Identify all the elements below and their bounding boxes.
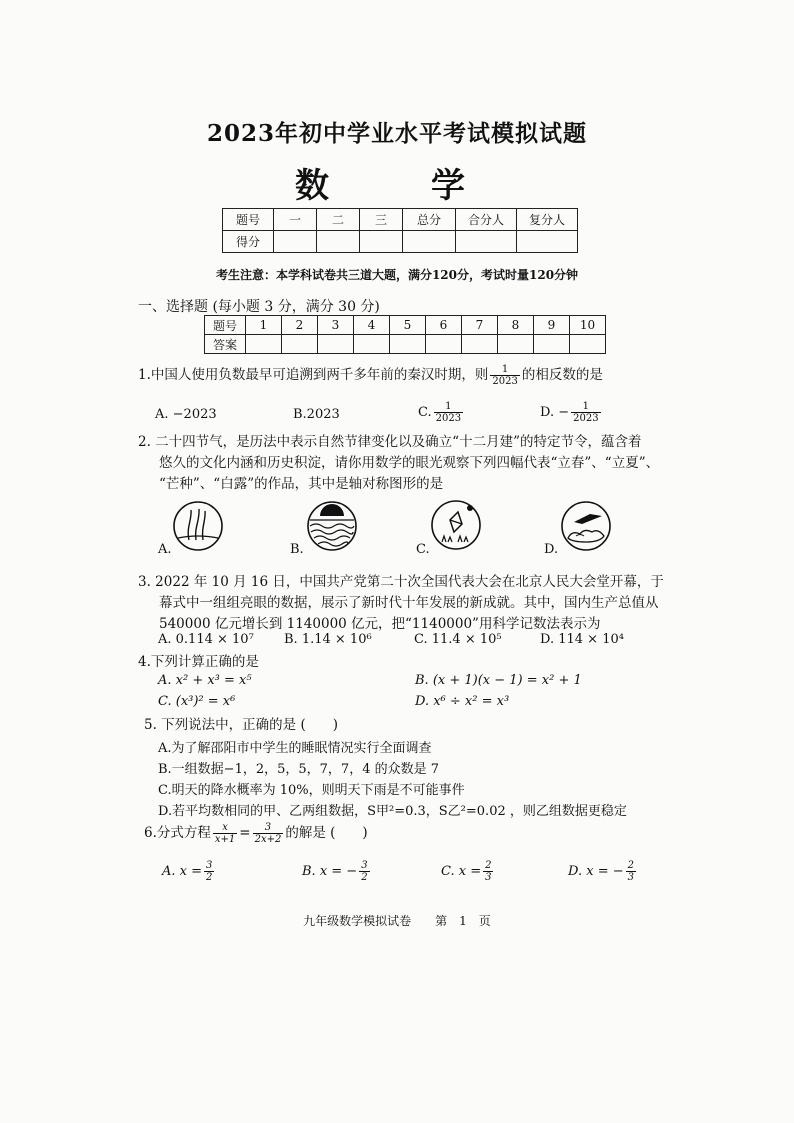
sprout-icon: [430, 498, 482, 552]
question-3-line1: 3. 2022 年 10 月 16 日，中国共产党第二十次全国代表大会在北京人民大会堂开幕，于: [138, 574, 664, 590]
question-5-stem: 5. 下列说法中，正确的是 ( ): [144, 717, 338, 733]
table-cell: 9: [534, 316, 570, 335]
q3-option-d: D. 114 × 10⁴: [540, 632, 624, 647]
table-row: [223, 231, 578, 253]
table-cell: 7: [462, 316, 498, 335]
q3-option-c: C. 11.4 × 10⁵: [414, 632, 502, 647]
table-cell: 5: [390, 316, 426, 335]
q2-option-b: B.: [290, 542, 304, 557]
table-cell: [360, 231, 403, 253]
section-heading: 一、选择题 (每小题 3 分，满分 30 分): [138, 299, 380, 315]
table-cell: [390, 335, 426, 354]
q2-option-a: A.: [158, 542, 172, 557]
table-row: [205, 316, 606, 335]
q2-option-c: C.: [416, 542, 430, 557]
table-cell: 合分人: [456, 209, 517, 231]
table-cell: 二: [317, 209, 360, 231]
table-cell: [498, 335, 534, 354]
table-cell: 三: [360, 209, 403, 231]
table-cell: 题号: [223, 209, 274, 231]
table-cell: 题号: [205, 316, 246, 335]
q4-option-a: A. x² + x³ = x⁵: [158, 673, 252, 688]
q6-option-c: C. x = $\frac{2}{3}$: [441, 860, 492, 883]
table-cell: 8: [498, 316, 534, 335]
q4-option-c: C. (x³)² = x⁶: [158, 694, 236, 709]
table-cell: [534, 335, 570, 354]
q1-option-a: A. −2023: [155, 407, 217, 422]
table-cell: 一: [274, 209, 317, 231]
score-table: [222, 208, 578, 253]
table-cell: 2: [282, 316, 318, 335]
subject-title: 数 学: [295, 166, 499, 206]
table-cell: [426, 335, 462, 354]
q5-option-a: A.为了解邵阳市中学生的睡眠情况实行全面调查: [158, 741, 432, 756]
q3-option-b: B. 1.14 × 10⁶: [284, 632, 372, 647]
question-1-stem: 1.中国人使用负数最早可追溯到两千多年前的秦汉时期，则 $\frac{1}{2023}$ 的相反数的是: [138, 364, 603, 387]
q1-option-c: C. $\frac{1}{2023}$: [418, 401, 462, 424]
table-cell: 4: [354, 316, 390, 335]
table-cell: 得分: [223, 231, 274, 253]
q1-option-b: B.2023: [293, 407, 340, 422]
fraction: $\frac{1}{2023}$: [492, 364, 518, 387]
q3-option-a: A. 0.114 × 10⁷: [158, 632, 254, 647]
question-4-stem: 4.下列计算正确的是: [138, 654, 259, 670]
table-cell: [317, 231, 360, 253]
table-cell: [354, 335, 390, 354]
q5-option-d: D.若平均数相同的甲、乙两组数据，S甲²=0.3，S乙²=0.02 ，则乙组数据更稳定: [158, 804, 627, 819]
table-cell: [403, 231, 456, 253]
table-cell: [570, 335, 606, 354]
table-row: [223, 209, 578, 231]
q6-option-d: D. x = − $\frac{2}{3}$: [568, 860, 634, 883]
q4-option-d: D. x⁶ ÷ x² = x³: [415, 694, 510, 709]
q6-option-a: A. x = $\frac{3}{2}$: [162, 860, 213, 883]
q5-option-b: B.一组数据−1，2，5，5，7，7，4 的众数是 7: [158, 762, 440, 777]
q6-option-b: B. x = − $\frac{3}{2}$: [302, 860, 368, 883]
question-3-line3: 540000 亿元增长到 1140000 亿元，把“1140000”用科学记数法表示为: [159, 616, 601, 632]
table-cell: [517, 231, 578, 253]
table-cell: [274, 231, 317, 253]
table-cell: 3: [318, 316, 354, 335]
table-cell: 答案: [205, 335, 246, 354]
q5-option-c: C.明天的降水概率为 10%，则明天下雨是不可能事件: [158, 783, 465, 798]
table-cell: [282, 335, 318, 354]
question-2-line2: 悠久的文化内涵和历史积淀，请你用数学的眼光观察下列四幅代表“立春”、“立夏”、: [159, 455, 660, 471]
table-cell: [246, 335, 282, 354]
spring-grass-icon: [172, 500, 224, 552]
question-2-line3: “芒种”、“白露”的作品，其中是轴对称图形的是: [159, 476, 444, 492]
exam-notice: 考生注意：本学科试卷共三道大题，满分120分，考试时量120分钟: [215, 268, 579, 282]
question-6-stem: 6.分式方程 $\frac{x}{x+1}$ = $\frac{3}{2x+2}$ 的解是 ( ): [144, 822, 368, 845]
table-cell: [456, 231, 517, 253]
table-cell: 10: [570, 316, 606, 335]
table-cell: 总分: [403, 209, 456, 231]
exam-title: 2023年初中学业水平考试模拟试题: [206, 120, 587, 147]
table-cell: [462, 335, 498, 354]
table-cell: 复分人: [517, 209, 578, 231]
question-3-line2: 幕式中一组组亮眼的数据，展示了新时代十年发展的新成就。其中，国内生产总值从: [159, 595, 659, 611]
page-footer: 九年级数学模拟试卷 第 1 页: [303, 914, 491, 928]
table-cell: 6: [426, 316, 462, 335]
table-row: [205, 335, 606, 354]
table-cell: 1: [246, 316, 282, 335]
table-cell: [318, 335, 354, 354]
answer-table: [204, 315, 606, 354]
question-2-line1: 2. 二十四节气，是历法中表示自然节律变化以及确立“十二月建”的特定节令，蕴含着: [138, 434, 642, 450]
bird-cloud-icon: [560, 500, 612, 552]
q2-option-d: D.: [544, 542, 559, 557]
sun-waves-icon: [306, 500, 358, 552]
q1-option-d: D. − $\frac{1}{2023}$: [540, 401, 599, 424]
q4-option-b: B. (x + 1)(x − 1) = x² + 1: [415, 673, 582, 688]
